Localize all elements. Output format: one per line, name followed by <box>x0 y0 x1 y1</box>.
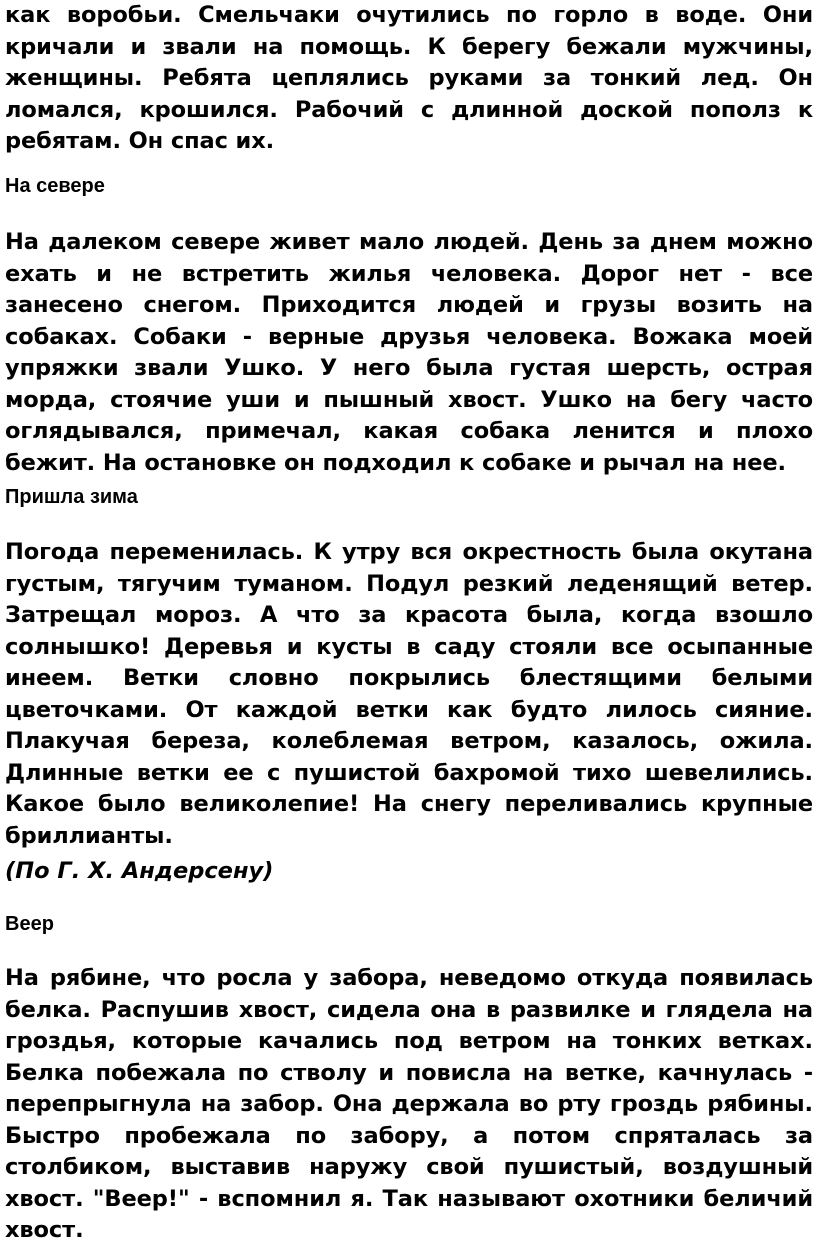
paragraph-prishla-zima: Погода переменилась. К утру вся окрестность была окутана густым, тягучим туманом. Подул резкий леденящий ветер. Затрещал мороз. А что за красота была, когда взошло солнышко! Деревья и кусты в саду стояли все осыпанные инеем. Ветки словно покрылись блестящими белыми цветочками. От каждой ветки как будто лилось сияние. Плакучая береза, колеблемая ветром, казалось, ожила. Длинные ветки ее с пушистой бахромой тихо шевелились. Какое было великолепие! На снегу переливались крупные бриллианты. <box>5 539 813 849</box>
paragraph-veer: На рябине, что росла у забора, неведомо откуда появилась белка. Распушив хвост, сидела она в развилке и глядела на гроздья, которые качались под ветром на тонких ветках. Белка побежала по стволу и повисла на ветке, качнулась - перепрыгнула на забор. Она держала во рту гроздь рябины. Быстро пробежала по забору, а потом спряталась за столбиком, выставив наружу свой пушистый, воздушный хвост. "Веер!" - вспомнил я. Так называют охотники беличий хвост. <box>5 965 813 1243</box>
heading-prishla-zima: Пришла зима <box>5 486 138 508</box>
paragraph-na-severe: На далеком севере живет мало людей. День за днем можно ехать и не встретить жилья человека. Дорог нет - все занесено снегом. Приходится людей и грузы возить на собаках. Собаки - верные друзья человека. Вожака моей упряжки звали Ушко. У него была густая шерсть, острая морда, стоячие уши и пышный хвост. Ушко на бегу часто оглядывался, примечал, какая собака ленится и плохо бежит. На остановке он подходил к собаке и рычал на нее. <box>5 229 813 476</box>
paragraph-story-ending: как воробьи. Смельчаки очутились по горло в воде. Они кричали и звали на помощь. К берегу бежали мужчины, женщины. Ребята цеплялись руками за тонкий лед. Он ломался, крошился. Рабочий с длинной доской пополз к ребятам. Он спас их. <box>5 2 813 154</box>
heading-na-severe: На севере <box>5 175 105 197</box>
heading-veer: Веер <box>5 913 54 935</box>
author-attribution: (По Г. Х. Андерсену) <box>5 858 274 884</box>
